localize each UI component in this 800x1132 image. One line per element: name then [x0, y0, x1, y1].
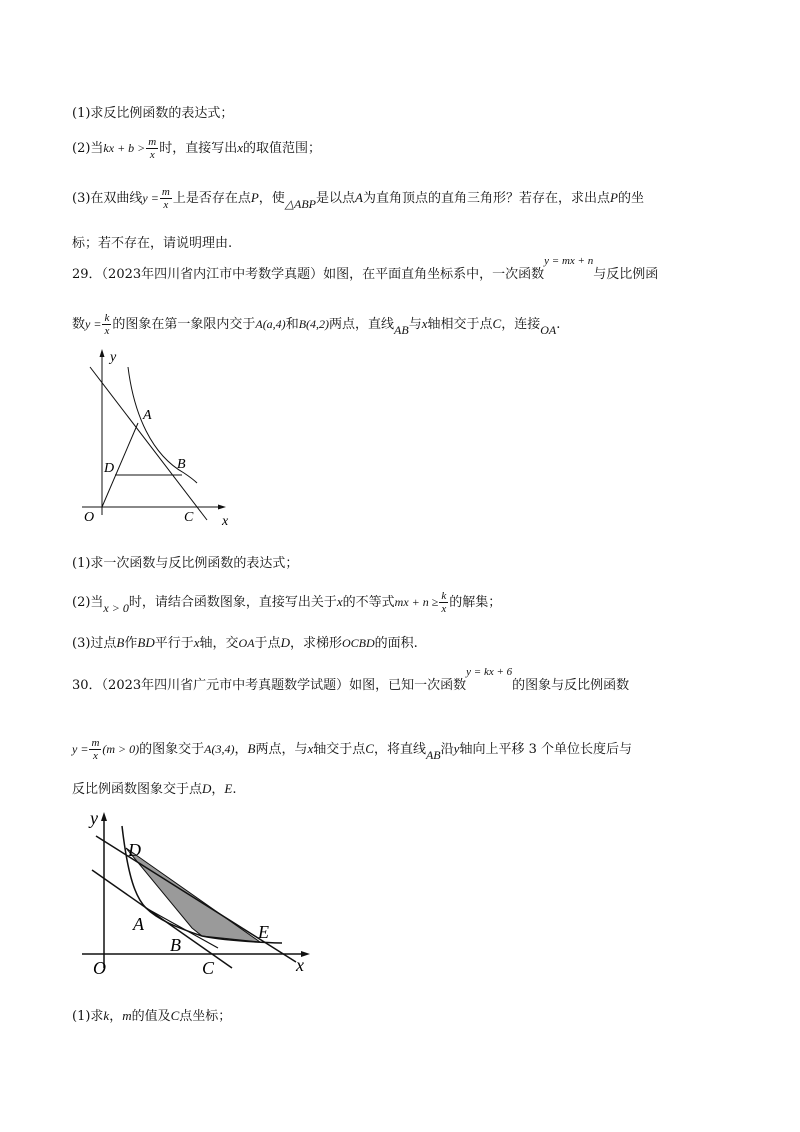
label-b: B [170, 935, 181, 955]
label-c: C [184, 510, 194, 525]
label-e: E [258, 922, 269, 942]
fraction: $\frac{m}{x}$ [148, 136, 157, 161]
label-o: O [84, 510, 95, 525]
q28-part3: (3)在双曲线y = $\frac{m}{x}$ 上是否存在点P，使△ABP是以点A为直角顶点的直角三角形？若存在，求出点P的坐 [72, 186, 644, 211]
fraction: $\frac{m}{x}$ [161, 186, 170, 211]
q29-part2: (2)当x > 0时，请结合函数图象，直接写出关于x的不等式mx + n ≥ $\frac{k}{x}$ 的解集； [72, 590, 502, 615]
label-d: D [104, 461, 115, 476]
q29-figure [72, 345, 242, 535]
shaded-triangle [126, 848, 260, 942]
q29-stem-line1: 29．（2023年四川省内江市中考数学真题）如图，在平面直角坐标系中，一次函数$^{y = mx + n}$与反比例函 [72, 255, 659, 282]
label-d: D [128, 840, 141, 860]
q28-part2: (2)当kx + b > $\frac{m}{x}$ 时，直接写出x的取值范围； [72, 136, 322, 161]
label-x: x [222, 514, 229, 529]
line-ab [90, 367, 207, 520]
x-axis-arrow [218, 505, 226, 510]
label-y: y [110, 350, 117, 365]
q29-part1: (1)求一次函数与反比例函数的表达式； [72, 556, 299, 571]
fraction: $\frac{k}{x}$ [441, 590, 447, 615]
label-b: B [177, 457, 186, 472]
q30-part1: (1)求k，m的值及C点坐标； [72, 1008, 232, 1024]
label-a: A [133, 914, 144, 934]
q28-part3-continued: 标；若不存在，请说明理由. [72, 236, 233, 251]
q30-stem-line2: y = $\frac{m}{x}$ (m > 0)的图象交于A(3,4)，B两点，与x轴交于点C，将直线AB沿y轴向上平移 3 个单位长度后与 [72, 737, 632, 762]
q28-part1: (1)求反比例函数的表达式； [72, 106, 234, 121]
q29-part3: (3)过点B作BD平行于x轴，交OA于点D，求梯形OCBD的面积. [72, 635, 418, 651]
q29-stem-line2: 数y = $\frac{k}{x}$ 的图象在第一象限内交于A(a,4)和B(4,2)两点，直线AB与x轴相交于点C，连接OA. [72, 312, 561, 337]
q30-stem-line1: 30．（2023年四川省广元市中考真题数学试题）如图，已知一次函数$^{y = kx + 6}$的图象与反比例函数 [72, 666, 630, 693]
q30-figure [82, 808, 322, 988]
fraction: $\frac{k}{x}$ [104, 312, 110, 337]
label-o: O [93, 958, 106, 978]
y-axis-arrow [100, 349, 105, 357]
label-a: A [143, 408, 152, 423]
fraction: $\frac{m}{x}$ [91, 737, 100, 762]
y-axis-arrow [101, 812, 107, 821]
q30-stem-line3: 反比例函数图象交于点D，E. [72, 781, 237, 797]
label-y: y [90, 808, 98, 828]
label-x: x [296, 955, 304, 975]
label-c: C [202, 958, 215, 978]
hyperbola [128, 367, 197, 483]
